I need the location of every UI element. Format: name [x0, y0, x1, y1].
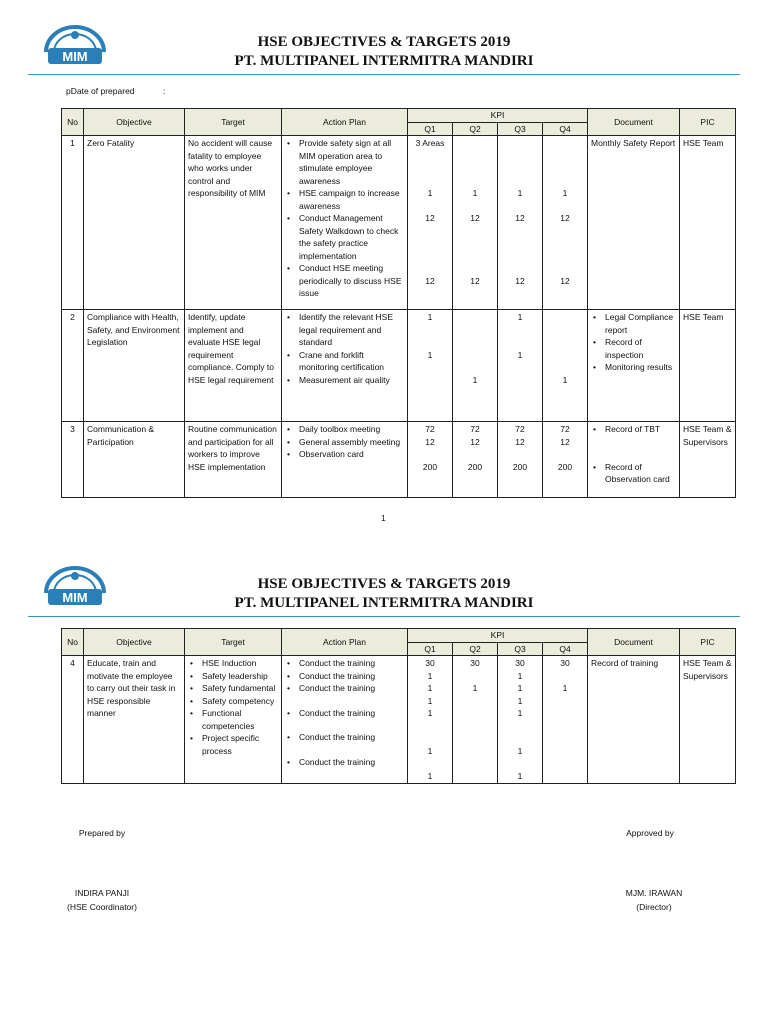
action-item: • HSE campaign to increase awareness: [299, 187, 404, 212]
document-item: • Monitoring results: [605, 361, 676, 374]
row-action-plan: [282, 310, 408, 422]
table-row: [62, 310, 736, 422]
target-item: • Project specific process: [202, 732, 278, 757]
row-document: [588, 422, 680, 498]
col-no: No: [62, 629, 84, 656]
row-kpi-q4: 30 1: [543, 656, 588, 784]
col-kpi: KPI: [408, 629, 588, 643]
row-kpi-q1: 72 12 200: [408, 422, 453, 498]
document-item: • Record of TBT: [605, 423, 676, 436]
action-item: • Conduct the training: [299, 657, 404, 670]
col-q3: Q3: [498, 122, 543, 136]
document-item: • Legal Compliance report: [605, 311, 676, 336]
table-row: [62, 422, 736, 498]
objectives-table-page-2: [61, 628, 736, 784]
row-action-plan: [282, 136, 408, 310]
objectives-table-page-1: [61, 108, 736, 498]
target-item: • Safety leadership: [202, 670, 278, 683]
row-document: [588, 310, 680, 422]
target-item: • Functional competencies: [202, 707, 278, 732]
row-kpi-q1: 30 1 1 1 1 1 1: [408, 656, 453, 784]
action-item: • Crane and forklift monitoring certification: [299, 349, 404, 374]
row-target: No accident will cause fatality to employee who works under control and responsibility of MIM: [185, 136, 282, 310]
document-item: • Record of inspection: [605, 336, 676, 361]
col-q3: Q3: [498, 642, 543, 656]
row-no: 4: [62, 656, 84, 784]
table-row: [62, 656, 736, 784]
col-document: Document: [588, 629, 680, 656]
target-item: • HSE Induction: [202, 657, 278, 670]
prepared-by-label: Prepared by: [78, 828, 126, 838]
row-target: [185, 656, 282, 784]
approved-by-name: MJM. IRAWAN: [625, 888, 683, 898]
svg-text:MIM: MIM: [62, 590, 88, 605]
row-kpi-q4: 1: [543, 310, 588, 422]
action-item: • Identify the relevant HSE legal requirement and standard: [299, 311, 404, 349]
row-action-plan: [282, 422, 408, 498]
action-item: • Conduct HSE meeting periodically to discuss HSE issue: [299, 262, 404, 300]
row-objective: Compliance with Health, Safety, and Environment Legislation: [84, 310, 185, 422]
action-item: • Observation card: [299, 448, 404, 461]
row-kpi-q2: 72 12 200: [453, 422, 498, 498]
prepared-by-role: (HSE Coordinator): [67, 902, 137, 912]
col-target: Target: [185, 109, 282, 136]
row-pic: HSE Team: [680, 136, 736, 310]
col-q2: Q2: [453, 122, 498, 136]
approved-by-role: (Director): [636, 902, 672, 912]
header-rule: [28, 74, 740, 75]
row-kpi-q3: 30 1 1 1 1 1 1: [498, 656, 543, 784]
approved-by-label: Approved by: [626, 828, 674, 838]
document-item: • Record of Observation card: [605, 461, 676, 486]
row-kpi-q3: 1 1: [498, 310, 543, 422]
action-item: • Conduct the training: [299, 731, 404, 744]
row-target: Identify, update implement and evaluate HSE legal requirement compliance. Comply to HSE legal requirement: [185, 310, 282, 422]
col-objective: Objective: [84, 629, 185, 656]
col-action-plan: Action Plan: [282, 109, 408, 136]
row-no: 1: [62, 136, 84, 310]
row-pic: HSE Team & Supervisors: [680, 656, 736, 784]
row-pic: HSE Team & Supervisors: [680, 422, 736, 498]
header-rule: [28, 616, 740, 617]
row-kpi-q2: 30 1: [453, 656, 498, 784]
row-no: 3: [62, 422, 84, 498]
action-item: • Measurement air quality: [299, 374, 404, 387]
prepared-by-name: INDIRA PANJI: [74, 888, 130, 898]
row-action-plan: [282, 656, 408, 784]
col-kpi: KPI: [408, 109, 588, 123]
company-name: PT. MULTIPANEL INTERMITRA MANDIRI: [234, 53, 534, 69]
action-item: • Conduct the training: [299, 707, 404, 720]
target-item: • Safety competency: [202, 695, 278, 708]
col-action-plan: Action Plan: [282, 629, 408, 656]
row-objective: Educate, train and motivate the employee to carry out their task in HSE responsible manner: [84, 656, 185, 784]
row-no: 2: [62, 310, 84, 422]
row-kpi-q1: 3 Areas 1 12 12: [408, 136, 453, 310]
date-label: pDate of prepared: [66, 86, 135, 96]
col-no: No: [62, 109, 84, 136]
row-kpi-q2: 1: [453, 310, 498, 422]
row-document: Monthly Safety Report: [588, 136, 680, 310]
action-item: • General assembly meeting: [299, 436, 404, 449]
page-number: 1: [381, 513, 386, 523]
col-document: Document: [588, 109, 680, 136]
row-document: Record of training: [588, 656, 680, 784]
row-kpi-q3: 72 12 200: [498, 422, 543, 498]
col-pic: PIC: [680, 629, 736, 656]
col-q2: Q2: [453, 642, 498, 656]
target-item: • Safety fundamental: [202, 682, 278, 695]
row-objective: Communication & Participation: [84, 422, 185, 498]
document-title: HSE OBJECTIVES & TARGETS 2019: [257, 34, 511, 50]
row-kpi-q4: 1 12 12: [543, 136, 588, 310]
action-item: • Conduct the training: [299, 756, 404, 769]
row-kpi-q4: 72 12 200: [543, 422, 588, 498]
col-q4: Q4: [543, 122, 588, 136]
col-target: Target: [185, 629, 282, 656]
document-title: HSE OBJECTIVES & TARGETS 2019: [257, 576, 511, 592]
action-item: • Provide safety sign at all MIM operation area to stimulate employee awareness: [299, 137, 404, 187]
svg-text:MIM: MIM: [62, 49, 88, 64]
col-pic: PIC: [680, 109, 736, 136]
row-objective: Zero Fatality: [84, 136, 185, 310]
col-q4: Q4: [543, 642, 588, 656]
date-colon: :: [163, 86, 166, 96]
row-kpi-q2: 1 12 12: [453, 136, 498, 310]
row-kpi-q3: 1 12 12: [498, 136, 543, 310]
row-kpi-q1: 1 1: [408, 310, 453, 422]
row-pic: HSE Team: [680, 310, 736, 422]
row-target: Routine communication and participation for all workers to improve HSE implementation: [185, 422, 282, 498]
action-item: • Daily toolbox meeting: [299, 423, 404, 436]
table-row: [62, 136, 736, 310]
col-q1: Q1: [408, 642, 453, 656]
col-objective: Objective: [84, 109, 185, 136]
action-item: • Conduct the training: [299, 670, 404, 683]
action-item: • Conduct the training: [299, 682, 404, 695]
company-name: PT. MULTIPANEL INTERMITRA MANDIRI: [234, 595, 534, 611]
col-q1: Q1: [408, 122, 453, 136]
action-item: • Conduct Management Safety Walkdown to check the safety practice implementation: [299, 212, 404, 262]
